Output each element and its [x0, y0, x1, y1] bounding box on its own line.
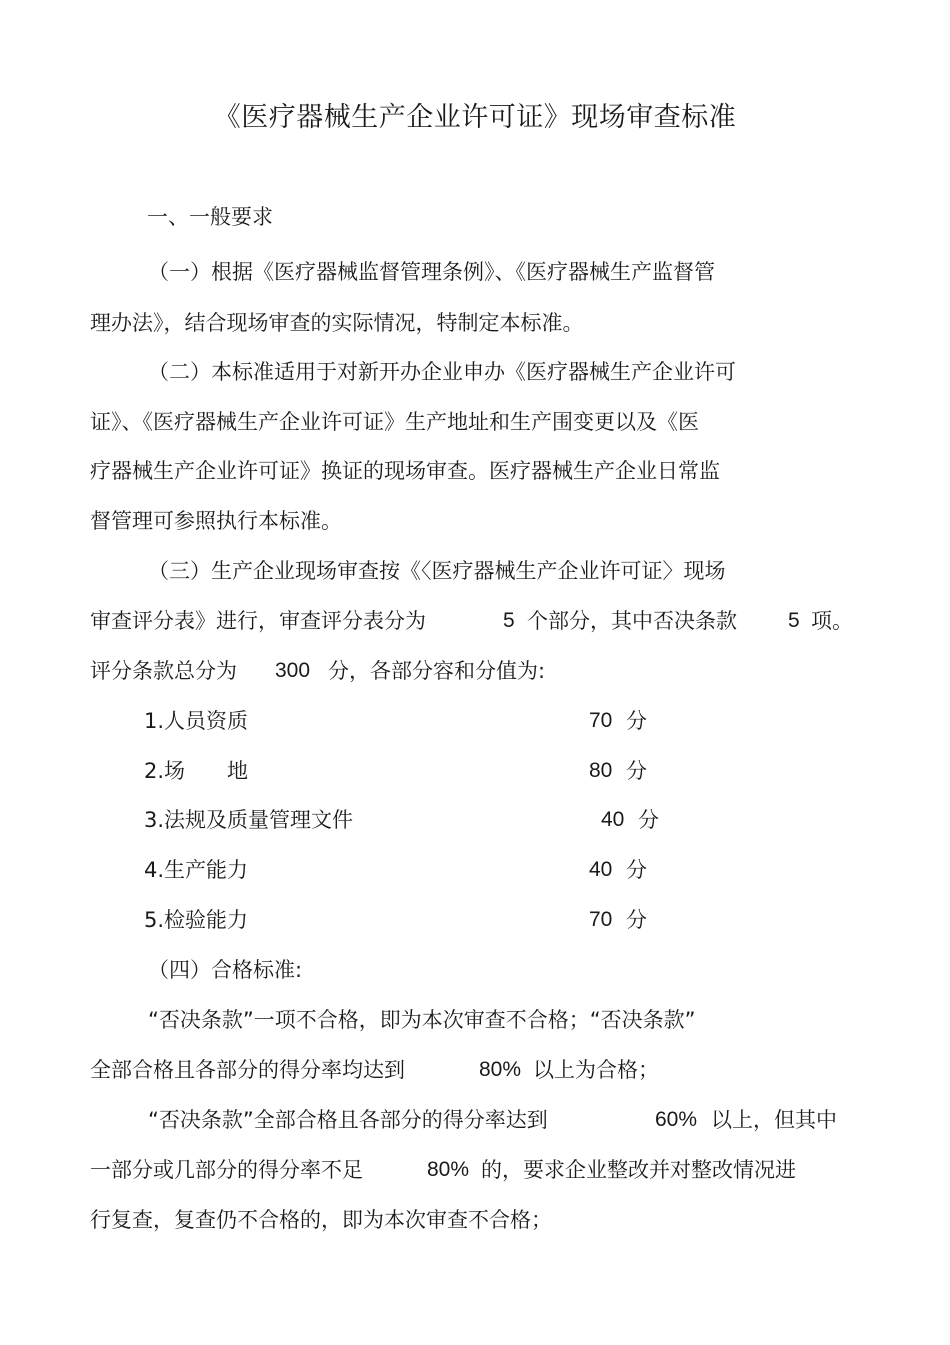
score-item-unit: 分: [626, 759, 647, 783]
paragraph-4-line-2c: 以上为合格；: [533, 1058, 659, 1082]
section-count: 5: [503, 609, 515, 632]
score-item-value: 40: [601, 808, 625, 831]
score-item-unit: 分: [626, 709, 647, 733]
paragraph-5-line-1c: 以上，但其中: [711, 1108, 837, 1132]
paragraph-4-line-2a: 全部合格且各部分的得分率均达到: [90, 1058, 405, 1082]
paragraph-3-line-1: （三）生产企业现场审查按《〈医疗器械生产企业许可证〉现场: [148, 559, 726, 583]
pass-rate-threshold-2: 80%: [427, 1158, 470, 1181]
score-item-label: 4.生产能力: [144, 858, 249, 882]
paragraph-4-line-1: “否决条款”一项不合格，即为本次审查不合格；“否决条款”: [148, 1008, 696, 1032]
paragraph-5-line-2c: 的，要求企业整改并对整改情况进: [481, 1158, 796, 1182]
paragraph-5-line-2a: 一部分或几部分的得分率不足: [90, 1158, 363, 1182]
rectification-rate-threshold: 60%: [655, 1108, 698, 1131]
score-item-value: 40: [589, 858, 613, 881]
document-title: 《医疗器械生产企业许可证》现场审查标准: [213, 102, 737, 133]
score-item-value: 70: [589, 709, 613, 732]
paragraph-5-line-1a: “否决条款”全部合格且各部分的得分率达到: [148, 1108, 548, 1132]
score-item-value: 70: [589, 908, 613, 931]
section-heading-pass-criteria: （四）合格标准:: [148, 958, 303, 982]
score-item-label: 2.场 地: [144, 759, 249, 783]
paragraph-2-line-4: 督管理可参照执行本标准。: [90, 509, 342, 533]
paragraph-3-line-2e: 项。: [811, 609, 853, 633]
paragraph-3-line-3a: 评分条款总分为: [90, 659, 237, 683]
paragraph-3-line-2a: 审查评分表》进行，审查评分表分为: [90, 609, 426, 633]
score-item-label: 5.检验能力: [144, 908, 249, 932]
paragraph-2-line-2: 证》、《医疗器械生产企业许可证》生产地址和生产围变更以及《医: [90, 410, 699, 434]
score-item-label: 3.法规及质量管理文件: [144, 808, 354, 832]
pass-rate-threshold: 80%: [479, 1058, 522, 1081]
paragraph-1-line-1: （一）根据《医疗器械监督管理条例》、《医疗器械生产监督管: [148, 260, 715, 284]
veto-clause-count: 5: [788, 609, 800, 632]
paragraph-2-line-3: 疗器械生产企业许可证》换证的现场审查。医疗器械生产企业日常监: [90, 459, 720, 483]
paragraph-1-line-2: 理办法》，结合现场审查的实际情况，特制定本标准。: [90, 311, 584, 335]
total-score: 300: [275, 659, 311, 682]
paragraph-2-line-1: （二）本标准适用于对新开办企业申办《医疗器械生产企业许可: [148, 360, 736, 384]
section-heading-general: 一、一般要求: [147, 205, 273, 229]
paragraph-3-line-3c: 分，各部分容和分值为:: [328, 659, 546, 683]
paragraph-5-line-3: 行复查，复查仍不合格的，即为本次审查不合格；: [90, 1208, 552, 1232]
paragraph-3-line-2c: 个部分，其中否决条款: [527, 609, 737, 633]
score-item-label: 1.人员资质: [144, 709, 249, 733]
score-item-unit: 分: [638, 808, 659, 832]
score-item-unit: 分: [626, 858, 647, 882]
score-item-value: 80: [589, 759, 613, 782]
score-item-unit: 分: [626, 908, 647, 932]
